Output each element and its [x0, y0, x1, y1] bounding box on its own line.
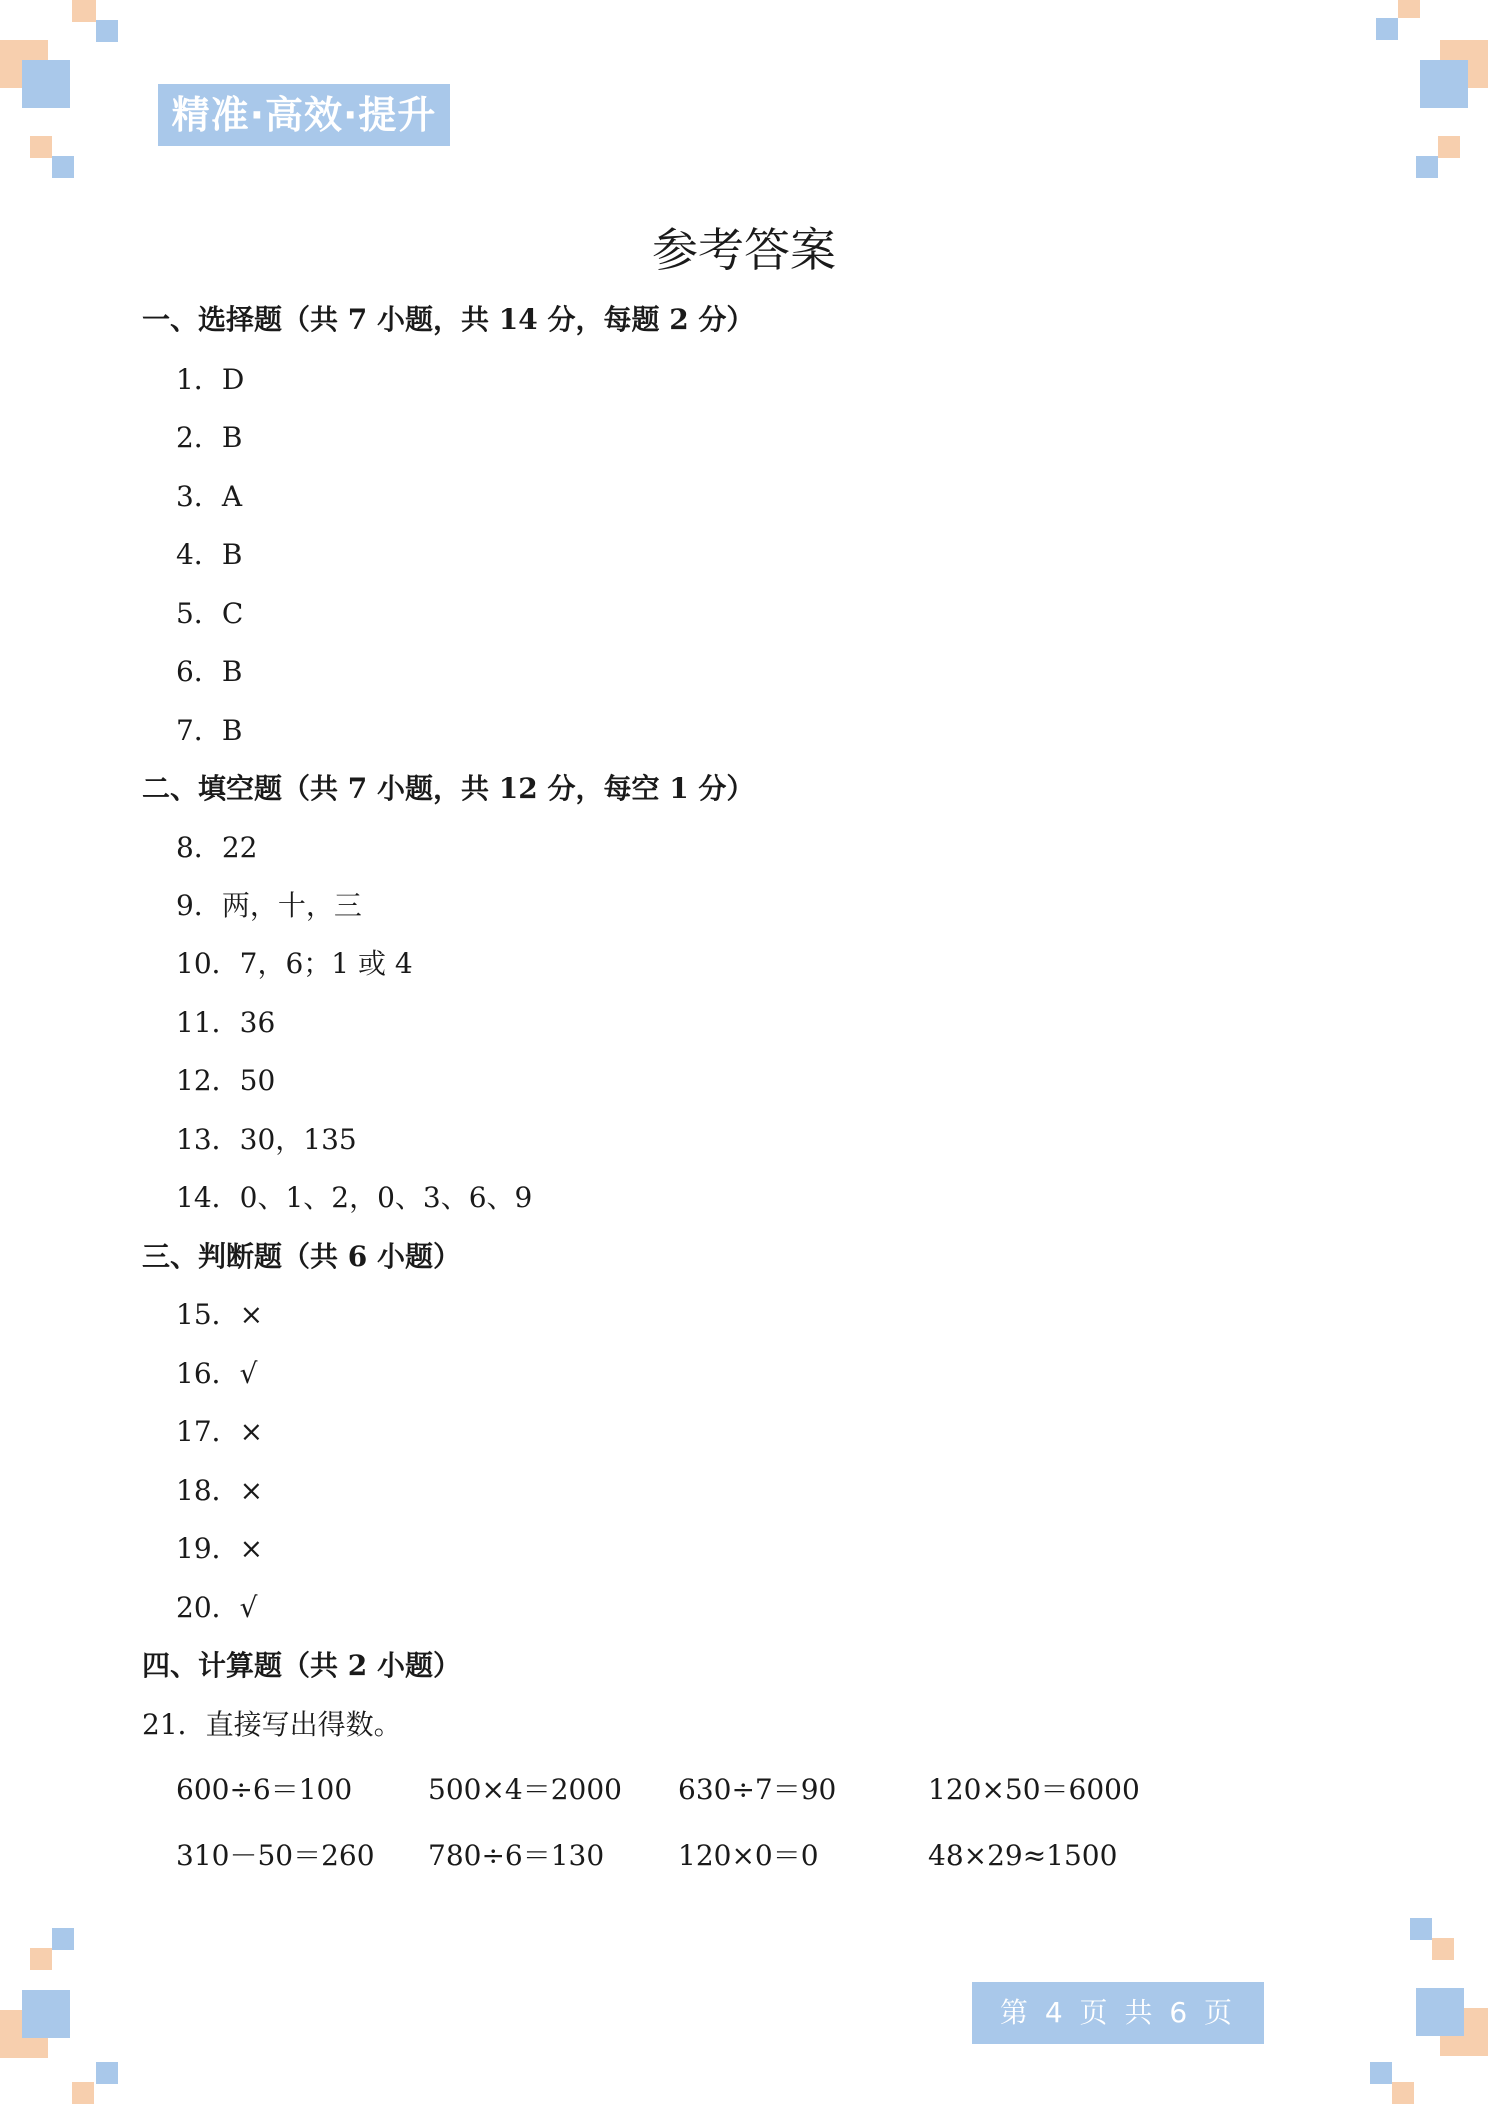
answer-item: 15．×: [176, 1298, 264, 1331]
answer-item: 18．×: [176, 1474, 264, 1507]
answer-item: 19．×: [176, 1532, 264, 1565]
answer-item: 1．D: [176, 363, 245, 396]
equation: 48×29≈1500: [928, 1839, 1118, 1872]
answer-item: 9．两，十，三: [176, 889, 362, 922]
answer-item: 7．B: [176, 714, 243, 747]
question-21: 21．直接写出得数。: [142, 1708, 402, 1741]
answer-item: 11．36: [176, 1006, 276, 1039]
answer-item: 8．22: [176, 831, 258, 864]
equation: 310－50＝260: [176, 1839, 375, 1872]
equation: 500×4＝2000: [428, 1773, 622, 1806]
answer-item: 13．30，135: [176, 1123, 357, 1156]
section-heading-choice: 一、选择题（共 7 小题，共 14 分，每题 2 分）: [142, 303, 755, 336]
answer-item: 3．A: [176, 480, 243, 513]
section-heading-fill: 二、填空题（共 7 小题，共 12 分，每空 1 分）: [142, 772, 755, 805]
page-number: 第 4 页 共 6 页: [972, 1982, 1264, 2044]
answer-item: 12．50: [176, 1064, 276, 1097]
answer-item: 5．C: [176, 597, 244, 630]
answer-item: 16．√: [176, 1357, 258, 1390]
section-heading-calc: 四、计算题（共 2 小题）: [142, 1649, 461, 1682]
answer-item: 17．×: [176, 1415, 264, 1448]
answer-item: 2．B: [176, 421, 243, 454]
brand-banner: 精准·高效·提升: [158, 84, 450, 146]
equation: 630÷7＝90: [678, 1773, 837, 1806]
answer-item: 6．B: [176, 655, 243, 688]
answer-item: 10．7，6；1 或 4: [176, 947, 413, 980]
equation: 600÷6＝100: [176, 1773, 353, 1806]
equation: 780÷6＝130: [428, 1839, 605, 1872]
equation: 120×50＝6000: [928, 1773, 1140, 1806]
section-heading-judge: 三、判断题（共 6 小题）: [142, 1240, 461, 1273]
equation: 120×0＝0: [678, 1839, 819, 1872]
answer-item: 14．0、1、2，0、3、6、9: [176, 1181, 533, 1214]
answer-item: 20．√: [176, 1591, 258, 1624]
page-title: 参考答案: [652, 223, 836, 277]
answer-item: 4．B: [176, 538, 243, 571]
